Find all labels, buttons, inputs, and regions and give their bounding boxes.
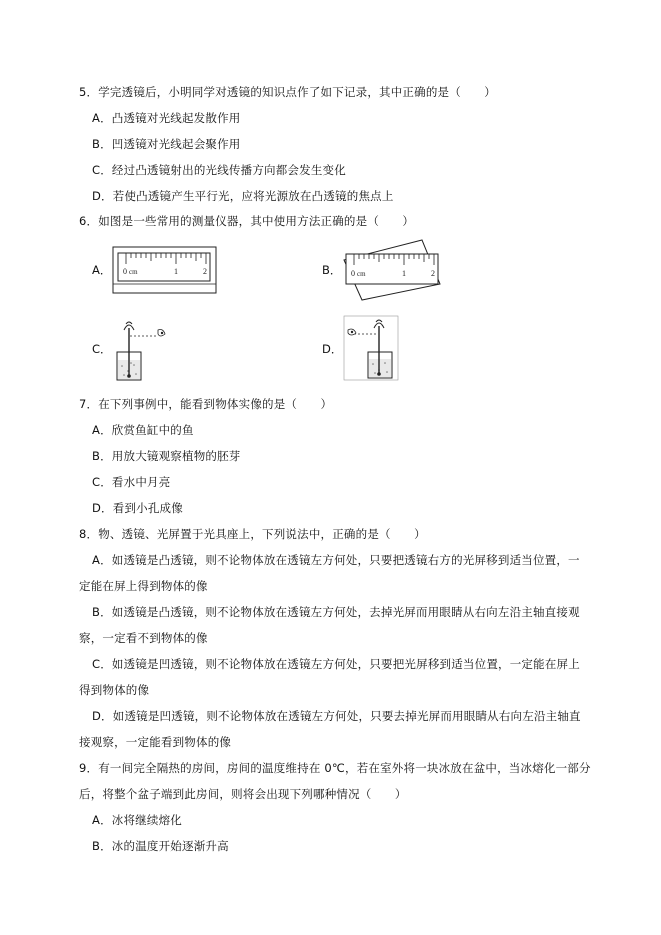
- q6-a-tick-cm: cm: [129, 268, 138, 276]
- q6-a-tick-1: 1: [174, 267, 178, 276]
- q5-option-b: B．凹透镜对光线起会聚作用: [92, 137, 241, 151]
- q6-label-b: B．: [322, 263, 342, 277]
- q6-figure-c-thermometer: [112, 316, 170, 382]
- q8-option-d-line1: D．如透镜是凹透镜，则不论物体放在透镜左方何处，只要去掉光屏而用眼睛从右向左沿主轴直: [92, 709, 581, 723]
- q5-option-c: C．经过凸透镜射出的光线传播方向都会发生变化: [92, 163, 346, 177]
- q5-option-d: D．若使凸透镜产生平行光，应将光源放在凸透镜的焦点上: [92, 189, 394, 203]
- q8-option-b-line1: B．如透镜是凸透镜，则不论物体放在透镜左方何处，去掉光屏而用眼睛从右向左沿主轴直接观: [92, 605, 580, 619]
- q7-option-b: B．用放大镜观察植物的胚芽: [92, 449, 241, 463]
- q7-option-c: C．看水中月亮: [92, 475, 171, 489]
- q6-figure-b-ruler: [342, 238, 442, 302]
- q7-option-d: D．看到小孔成像: [92, 501, 183, 515]
- q9-option-a: A．冰将继续熔化: [92, 813, 182, 827]
- q8-stem: 8．物、透镜、光屏置于光具座上，下列说法中，正确的是（ ）: [79, 527, 426, 541]
- q6-b-tick-cm: cm: [357, 270, 366, 278]
- q6-label-a: A．: [92, 263, 112, 277]
- q9-option-b: B．冰的温度开始逐渐升高: [92, 839, 229, 853]
- q6-label-c: C．: [92, 342, 112, 356]
- q6-stem: 6．如图是一些常用的测量仪器，其中使用方法正确的是（ ）: [79, 214, 415, 228]
- q6-figure-d-thermometer: [342, 314, 400, 382]
- q6-figure-a-ruler: [112, 246, 217, 294]
- q5-stem: 5．学完透镜后，小明同学对透镜的知识点作了如下记录，其中正确的是（ ）: [79, 85, 497, 99]
- q8-option-b-line2: 察，一定看不到物体的像: [79, 631, 208, 645]
- q6-b-tick-1: 1: [402, 269, 406, 278]
- q6-label-d: D．: [322, 342, 343, 356]
- q7-option-a: A．欣赏鱼缸中的鱼: [92, 423, 194, 437]
- q8-option-d-line2: 接观察，一定能看到物体的像: [79, 735, 232, 749]
- q8-option-a-line1: A．如透镜是凸透镜，则不论物体放在透镜左方何处，只要把透镜右方的光屏移到适当位置，一: [92, 553, 580, 567]
- q6-b-tick-0: 0: [351, 269, 355, 278]
- q6-a-tick-2: 2: [203, 267, 207, 276]
- q8-option-c-line2: 得到物体的像: [79, 683, 150, 697]
- q7-stem: 7．在下列事例中，能看到物体实像的是（ ）: [79, 397, 333, 411]
- q6-a-tick-0: 0: [123, 267, 127, 276]
- q9-stem-line1: 9．有一间完全隔热的房间，房间的温度维持在 0℃，若在室外将一块冰放在盆中，当冰熔化一部分: [79, 761, 591, 775]
- q9-stem-line2: 后，将整个盆子端到此房间，则将会出现下列哪种情况（ ）: [79, 787, 407, 801]
- q5-option-a: A．凸透镜对光线起发散作用: [92, 111, 241, 125]
- q8-option-c-line1: C．如透镜是凹透镜，则不论物体放在透镜左方何处，只要把光屏移到适当位置，一定能在屏上: [92, 657, 580, 671]
- q8-option-a-line2: 定能在屏上得到物体的像: [79, 579, 208, 593]
- q6-b-tick-2: 2: [431, 269, 435, 278]
